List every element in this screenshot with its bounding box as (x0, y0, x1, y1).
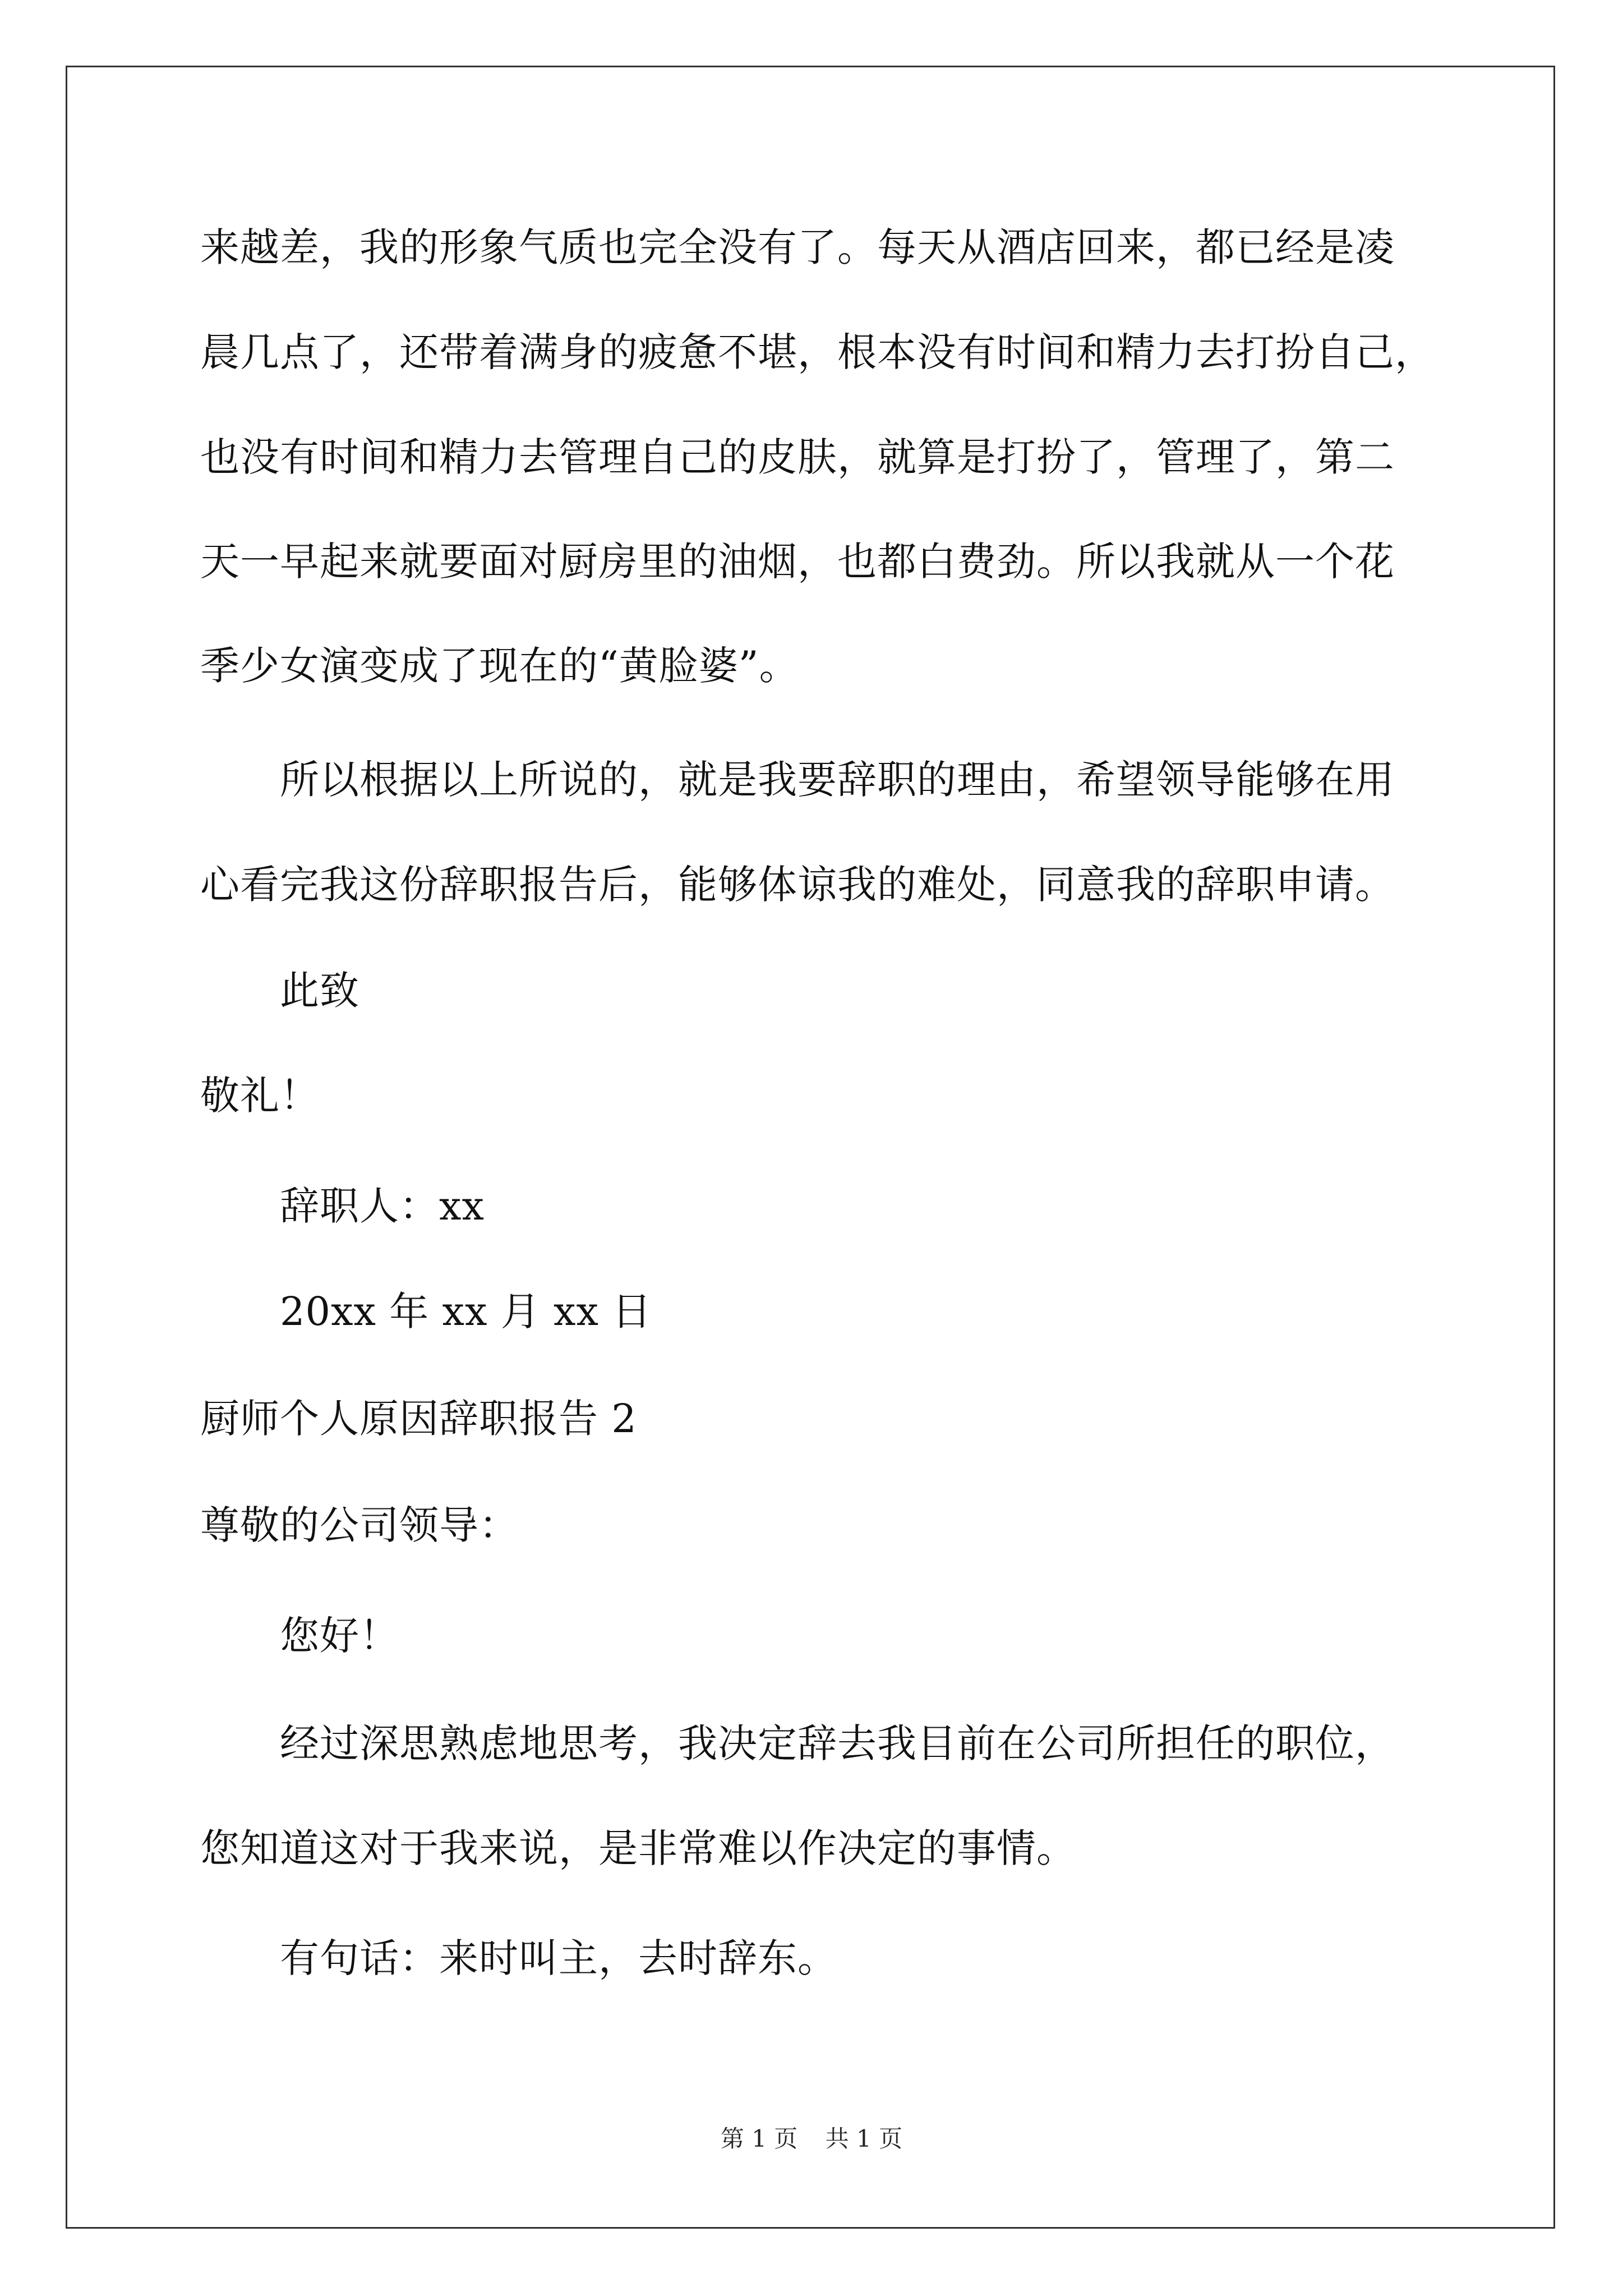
greeting-line: 尊敬的公司领导： (200, 1502, 519, 1548)
salutation-closing: 敬礼！ (200, 1073, 320, 1119)
paragraph-line: 也没有时间和精力去管理自己的皮肤，就算是打扮了，管理了，第二 (200, 434, 1395, 480)
paragraph-line: 晨几点了，还带着满身的疲惫不堪，根本没有时间和精力去打扮自己， (200, 329, 1435, 375)
paragraph-line: 所以根据以上所说的，就是我要辞职的理由，希望领导能够在用 (280, 757, 1395, 803)
section-title: 厨师个人原因辞职报告 2 (200, 1396, 637, 1442)
page-border (66, 66, 1555, 2229)
greeting-hello: 您好！ (280, 1613, 399, 1659)
current-page-label: 第 1 页 (720, 2125, 798, 2152)
paragraph-line: 心看完我这份辞职报告后，能够体谅我的难处，同意我的辞职申请。 (200, 862, 1395, 908)
closing-phrase: 此致 (280, 968, 359, 1014)
total-pages-label: 共 1 页 (825, 2125, 903, 2152)
paragraph-line: 您知道这对于我来说，是非常难以作决定的事情。 (200, 1825, 1076, 1871)
signature-line: 辞职人：xx (280, 1183, 485, 1229)
paragraph-line: 季少女演变成了现在的“黄脸婆”。 (200, 643, 799, 689)
date-line: 20xx 年 xx 月 xx 日 (280, 1289, 652, 1335)
paragraph-line: 来越差，我的形象气质也完全没有了。每天从酒店回来，都已经是凌 (200, 224, 1395, 270)
page-footer (0, 2123, 1623, 2155)
paragraph-line: 有句话：来时叫主，去时辞东。 (280, 1935, 837, 1981)
paragraph-line: 天一早起来就要面对厨房里的油烟，也都白费劲。所以我就从一个花 (200, 539, 1395, 585)
paragraph-line: 经过深思熟虑地思考，我决定辞去我目前在公司所担任的职位， (280, 1720, 1395, 1766)
